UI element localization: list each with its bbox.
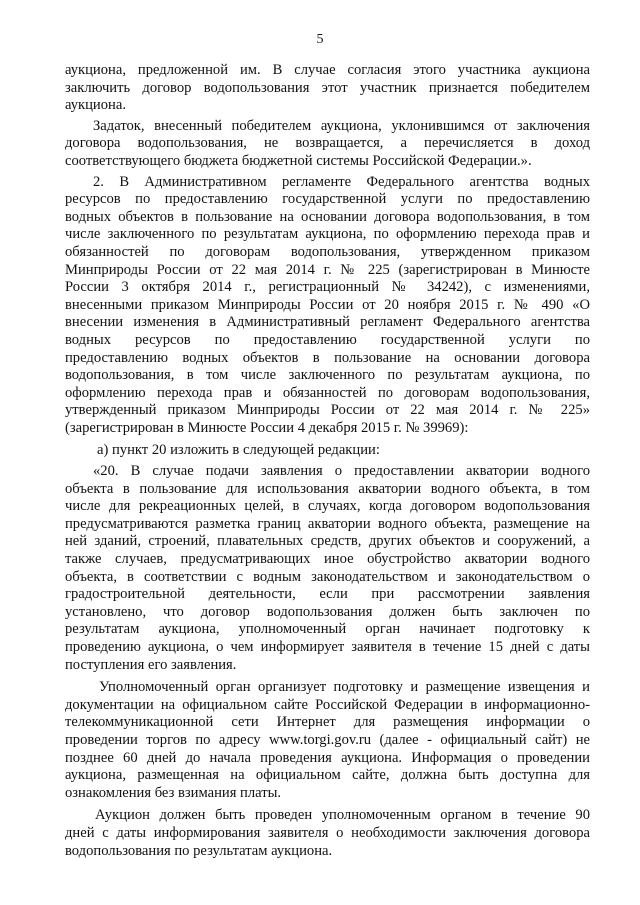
page-number: 5 xyxy=(316,32,324,47)
text-line: также случаев, предусматривающих иное обустройство акватории водного xyxy=(65,551,590,568)
paragraph-p2 xyxy=(65,118,590,171)
text-line: договора водопользования, не возвращается, а перечисляется в доход xyxy=(65,135,590,152)
text-line: документации на официальном сайте Российской Федерации в информационно- xyxy=(65,696,590,713)
text-line: водопользования по результатам аукциона. xyxy=(65,842,333,859)
paragraph-p7 xyxy=(65,807,590,860)
text-line: внесенными приказом Минприроды России от 20 ноября 2015 г. № 490 «О xyxy=(65,296,590,313)
text-line: аукциона. xyxy=(65,97,126,114)
text-line: утвержденный приказом Минприроды России от 22 мая 2014 г. № 225» xyxy=(65,402,590,419)
text-line: ней зданий, строений, плавательных средств, других объектов и сооружений, а xyxy=(65,533,590,550)
text-line: числе для рекреационных целей, в случаях, когда договором водопользования xyxy=(65,498,590,515)
text-line: 2. В Административном регламенте Федерального агентства водных xyxy=(93,173,590,190)
text-line: внесении изменения в Административный регламент Федерального агентства xyxy=(65,314,590,331)
text-line: ознакомления без взимания платы. xyxy=(65,784,282,801)
paragraph-p6 xyxy=(65,679,590,802)
text-line: обязанностей по договорам водопользования, утвержденном приказом xyxy=(65,243,590,260)
text-line: телекоммуникационной сети Интернет для размещения информации о xyxy=(65,714,590,731)
text-line: (зарегистрирован в Минюсте России 4 декабря 2015 г. № 39969): xyxy=(65,419,469,436)
text-line: градостроительной деятельности, если при рассмотрении заявления xyxy=(65,586,590,603)
text-line: предоставлению водных объектов в пользование на основании договора xyxy=(65,349,590,366)
paragraph-p5 xyxy=(65,463,590,674)
paragraph-p4 xyxy=(65,442,590,460)
text-line: установлено, что договор водопользования должен быть заключен по xyxy=(65,603,590,620)
text-line: результатам аукциона, уполномоченный орган начинает подготовку к xyxy=(65,621,590,638)
text-line: Уполномоченный орган организует подготовку и размещение извещения и xyxy=(99,679,590,696)
text-line: проведении торгов по адресу www.torgi.gov.ru (далее - официальный сайт) не xyxy=(65,731,590,748)
text-line: проведению аукциона, о чем информирует заявителя в течение 15 дней с даты xyxy=(65,639,590,655)
text-line: позднее 60 дней до начала проведения аукциона. Информация о проведении xyxy=(65,749,590,766)
paragraph-p3 xyxy=(65,174,590,438)
text-line: России 3 октября 2014 г., регистрационный № 34242), с изменениями, xyxy=(65,279,590,296)
text-line: Минприроды России от 22 мая 2014 г. № 225 (зарегистрирован в Минюсте xyxy=(65,261,590,278)
text-line: водопользования, в том числе заключенного по результатам аукциона, по xyxy=(65,367,590,384)
text-line: предусматриваются разметка границ акватории водного объекта, размещение на xyxy=(65,515,590,532)
text-line: дней с даты информирования заявителя о необходимости заключения договора xyxy=(65,824,590,841)
text-line: аукциона, размещенная на официальном сайте, должна быть доступна для xyxy=(65,767,590,784)
document-body xyxy=(65,62,590,860)
text-line: объекта, в соответствии с водным законодательством и законодательством о xyxy=(65,568,590,585)
paragraph-p1 xyxy=(65,62,590,115)
text-line: а) пункт 20 изложить в следующей редакции: xyxy=(97,442,380,459)
text-line: аукциона, предложенной им. В случае согласия этого участника аукциона xyxy=(65,62,590,78)
text-line: соответствующего бюджета бюджетной системы Российской Федерации.». xyxy=(65,152,532,169)
text-line: ресурсов по предоставлению государственной услуги по предоставлению xyxy=(65,191,590,208)
text-line: водных ресурсов по предоставлению государственной услуги по xyxy=(65,331,590,348)
text-line: Аукцион должен быть проведен уполномоченным органом в течение 90 xyxy=(95,807,590,824)
text-line: числе заключенного по результатам аукциона, по оформлению перехода прав и xyxy=(65,226,590,243)
text-line: объекта в пользование для использования акватории водного объекта, в том xyxy=(65,480,590,497)
text-line: водных объектов в пользование на основании договора водопользования, в том xyxy=(65,208,590,225)
text-line: поступления его заявления. xyxy=(65,656,237,673)
text-line: Задаток, внесенный победителем аукциона, уклонившимся от заключения xyxy=(93,117,590,134)
text-line: оформлению перехода прав и обязанностей по договорам водопользования, xyxy=(65,384,590,401)
text-line: заключить договор водопользования этот участник признается победителем xyxy=(65,79,590,96)
text-line: «20. В случае подачи заявления о предоставлении акватории водного xyxy=(93,463,590,480)
